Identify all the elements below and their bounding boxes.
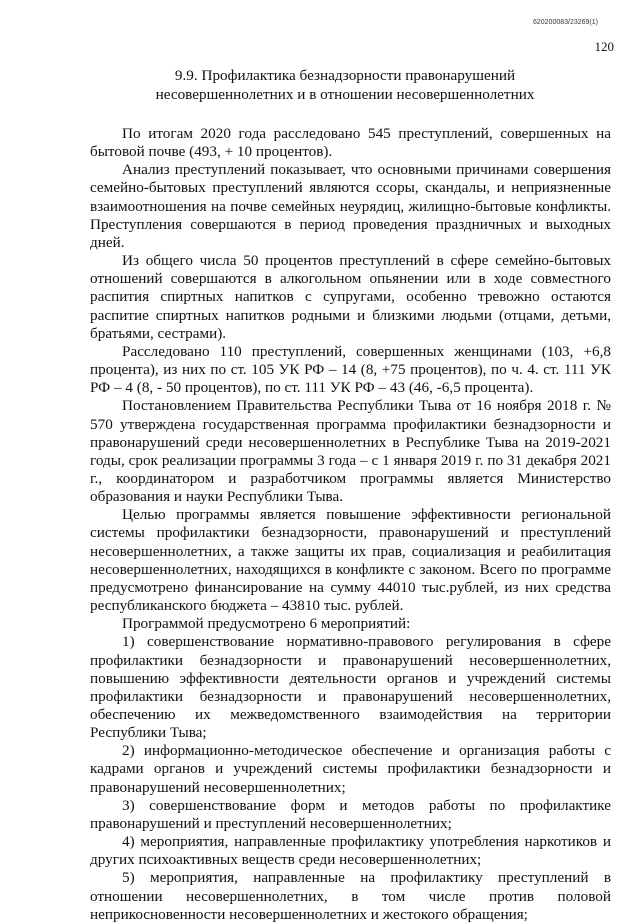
paragraph-measures-intro: Программой предусмотрено 6 мероприятий: [122, 615, 411, 633]
list-item-measure-5: 5) мероприятия, направленные на профилактику преступлений в отношении несовершеннолетних, в том числе против половой неприкосновенности несовершеннолетних и жестокого обращения; [90, 869, 611, 923]
section-heading-line-2: несовершеннолетних и в отношении несовершеннолетних [155, 86, 535, 103]
page-number: 120 [594, 39, 614, 54]
paragraph-alcohol: Из общего числа 50 процентов преступлений в сфере семейно-бытовых отношений совершаются в алкогольном опьянении или в ходе совместного распития спиртных напитков с супругами, особенно тревожно остаются распитие спиртных напитков родными и близкими людьми (отцами, детьми, братьями, сестрами). [90, 252, 611, 342]
paragraph-crime-total: По итогам 2020 года расследовано 545 преступлений, совершенных на бытовой почве (493, + 10 процентов). [90, 125, 611, 161]
paragraph-resolution: Постановлением Правительства Республики Тыва от 16 ноября 2018 г. № 570 утверждена государственная программа профилактики безнадзорности и правонарушений среди несовершеннолетних в Республике Тыва на 2019-2021 годы, срок реализации программы 3 года – с 1 января 2019 г. по 31 декабря 2021 г., координатором и разработчиком программы является Министерство образования и науки Республики Тыва. [90, 397, 611, 506]
list-item-measure-4: 4) мероприятия, направленные профилактику употребления наркотиков и других психоактивных веществ среди несовершеннолетних; [90, 833, 611, 869]
document-id: 620200083/23269(1) [532, 19, 598, 26]
document-body [90, 125, 611, 924]
list-item-measure-2: 2) информационно-методическое обеспечение и организация работы с кадрами органов и учреждений системы профилактики безнадзорности и правонарушений несовершеннолетних; [90, 742, 611, 796]
section-heading [90, 66, 600, 104]
paragraph-program-goal: Целью программы является повышение эффективности региональной системы профилактики безнадзорности, правонарушений и преступлений несовершеннолетних, а также защиты их прав, социализация и реабилитация несовершеннолетних, находящихся в конфликте с законом. Всего по программе предусмотрено финансирование на сумму 44010 тыс.рублей, из них средства республиканского бюджета – 43810 тыс. рублей. [90, 506, 611, 615]
list-item-measure-1: 1) совершенствование нормативно-правового регулирования в сфере профилактики безнадзорности и правонарушений несовершеннолетних, повышению эффективности деятельности органов и учреждений системы профилактики безнадзорности и правонарушений несовершеннолетних, обеспечению их межведомственного взаимодействия на территории Республики Тыва; [90, 633, 611, 742]
paragraph-women-crimes: Расследовано 110 преступлений, совершенных женщинами (103, +6,8 процента), из них по ст. 105 УК РФ – 14 (8, +75 процентов), по ч. 4. ст. 111 УК РФ – 4 (8, - 50 процентов), по ст. 111 УК РФ – 43 (46, -6,5 процента). [90, 342, 611, 397]
section-heading-line-1: 9.9. Профилактика безнадзорности правонарушений [174, 67, 516, 84]
list-item-measure-3: 3) совершенствование форм и методов работы по профилактике правонарушений и преступлений несовершеннолетних; [90, 796, 611, 832]
paragraph-causes: Анализ преступлений показывает, что основными причинами совершения семейно-бытовых преступлений являются ссоры, скандалы, и неприязненные взаимоотношения на почве семейных неурядиц, жилищно-бытовые конфликты. Преступления совершаются в период проведения праздничных и выходных дней. [90, 161, 611, 251]
